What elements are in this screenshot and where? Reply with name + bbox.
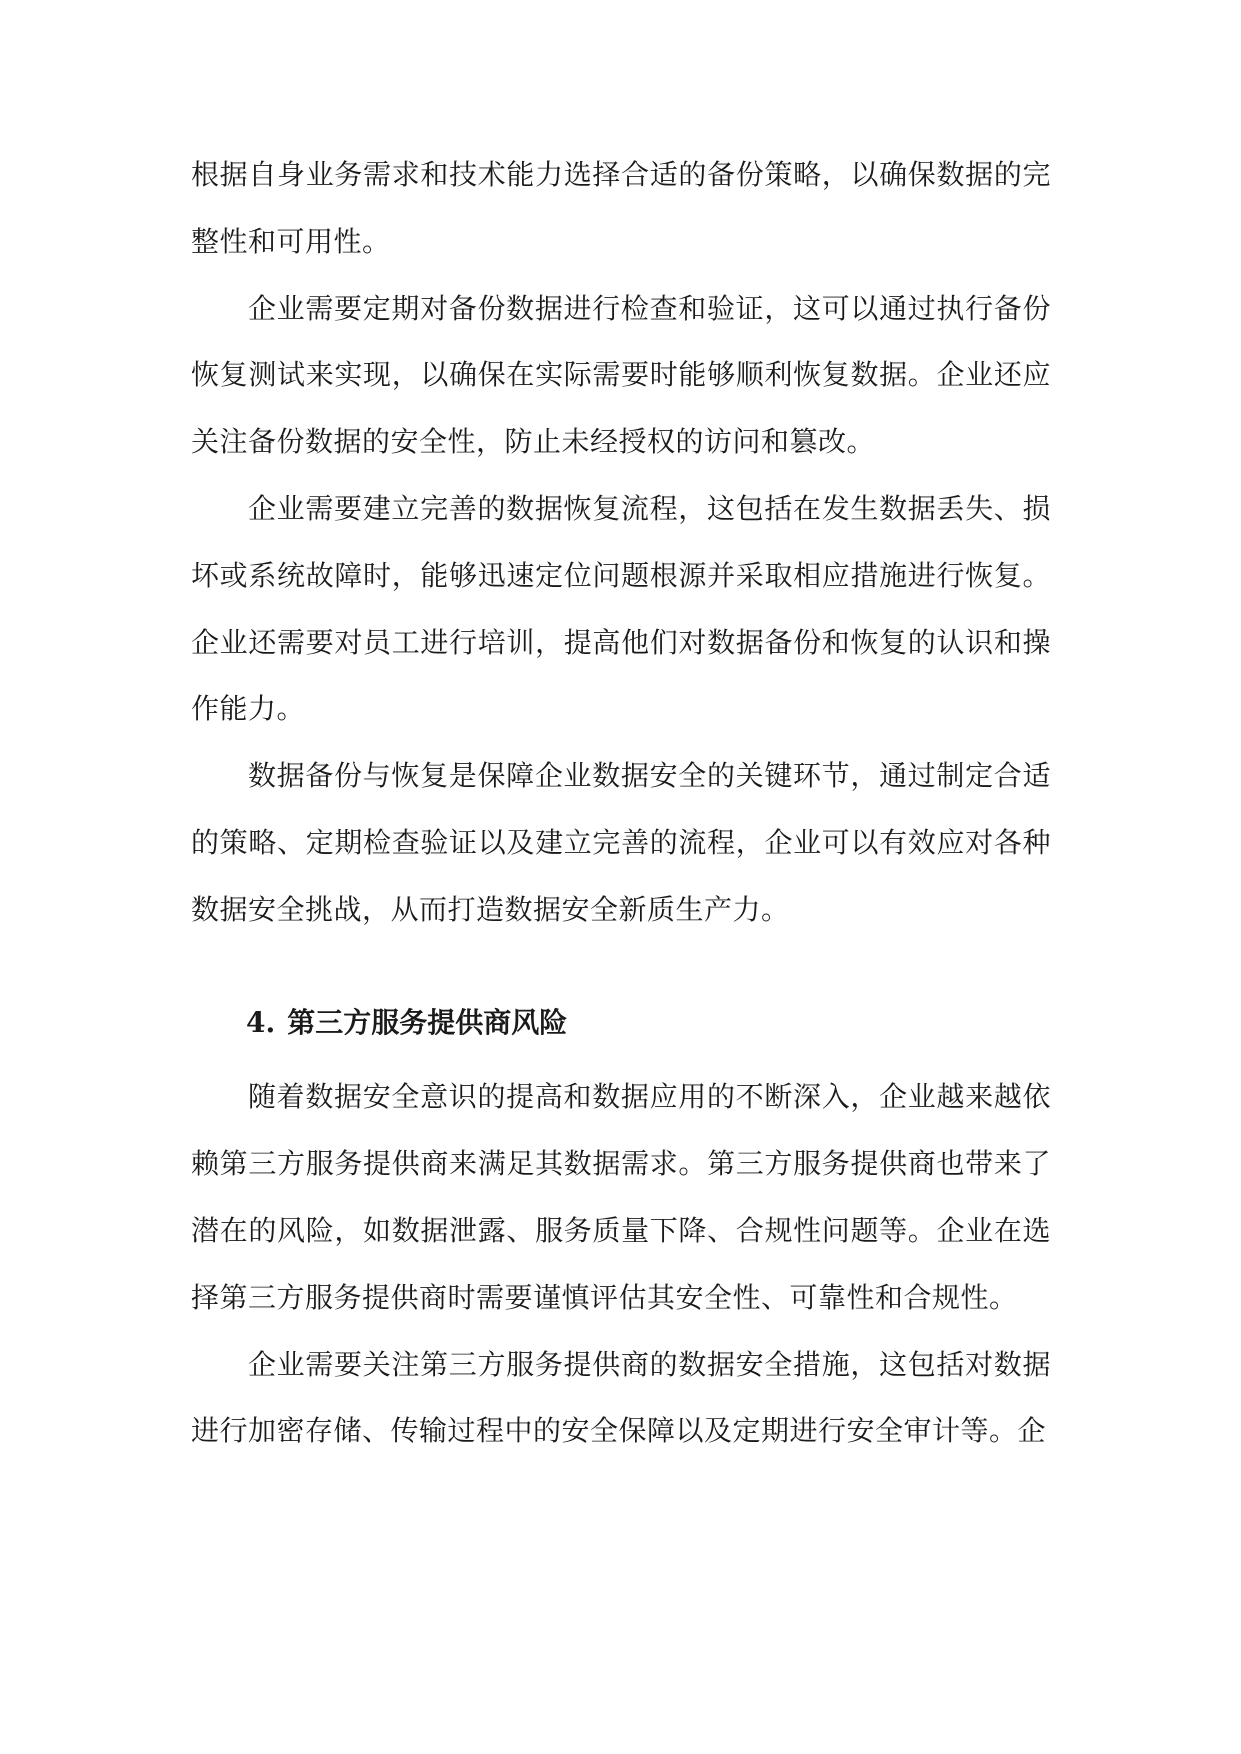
section-heading	[191, 990, 1051, 1057]
document-body	[191, 142, 1051, 1465]
paragraph-third-party-risk: 随着数据安全意识的提高和数据应用的不断深入，企业越来越依赖第三方服务提供商来满足其数据需求。第三方服务提供商也带来了潜在的风险，如数据泄露、服务质量下降、合规性问题等。企业在选择第三方服务提供商时需要谨慎评估其安全性、可靠性和合规性。	[191, 1080, 1051, 1314]
paragraph-continuation: 根据自身业务需求和技术能力选择合适的备份策略，以确保数据的完整性和可用性。	[191, 158, 1051, 258]
paragraph-recovery-process: 企业需要建立完善的数据恢复流程，这包括在发生数据丢失、损坏或系统故障时，能够迅速定位问题根源并采取相应措施进行恢复。企业还需要对员工进行培训，提高他们对数据备份和恢复的认识和操作能力。	[191, 491, 1051, 726]
paragraph-backup-summary: 数据备份与恢复是保障企业数据安全的关键环节，通过制定合适的策略、定期检查验证以及建立完善的流程，企业可以有效应对各种数据安全挑战，从而打造数据安全新质生产力。	[191, 759, 1051, 926]
section-number: 4.	[246, 1005, 276, 1039]
section-title: 第三方服务提供商风险	[287, 1005, 568, 1039]
paragraph-third-party-measures: 企业需要关注第三方服务提供商的数据安全措施，这包括对数据进行加密存储、传输过程中的安全保障以及定期进行安全审计等。企	[191, 1347, 1051, 1448]
paragraph-backup-verification: 企业需要定期对备份数据进行检查和验证，这可以通过执行备份恢复测试来实现，以确保在实际需要时能够顺利恢复数据。企业还应关注备份数据的安全性，防止未经授权的访问和篡改。	[191, 291, 1051, 459]
